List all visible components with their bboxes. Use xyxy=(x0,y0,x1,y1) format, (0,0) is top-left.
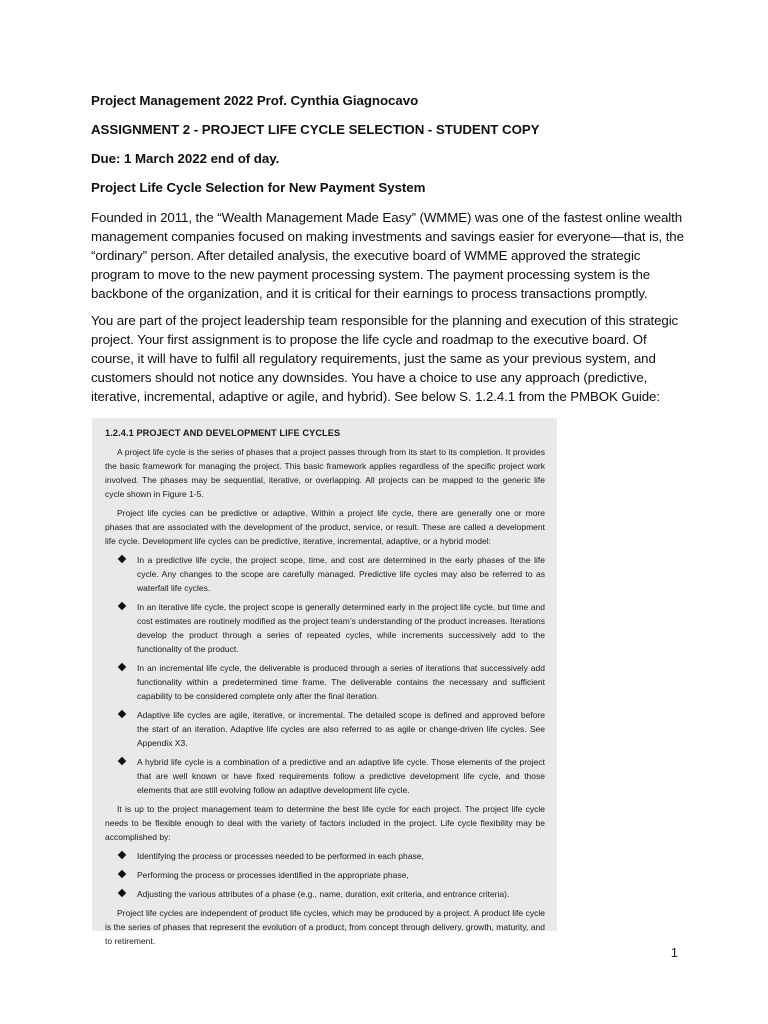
pmbok-excerpt-image xyxy=(92,418,557,946)
paragraph-company-background: Founded in 2011, the “Wealth Management Made Easy” (WMME) was one of the fastest online wealth management companies focused on making investments and savings easier for everyone—that is, the “ordinary” person. After detailed analysis, the executive board of WMME approved the strategic program to move to the new payment processing system. The payment processing system is the backbone of the organization, and it is critical for their earnings to process transactions promptly. xyxy=(91,210,684,301)
diamond-bullet-icon xyxy=(118,870,126,878)
list-item-text: In a predictive life cycle, the project scope, time, and cost are determined in the early phases of the life cycle. Any changes to the scope are carefully managed. Predictive life cycles may also be referred to as waterfall life cycles. xyxy=(137,555,545,593)
list-item xyxy=(105,755,545,797)
list-item xyxy=(105,600,545,656)
course-header: Project Management 2022 Prof. Cynthia Giagnocavo xyxy=(91,93,419,108)
diamond-bullet-icon xyxy=(118,663,126,671)
diamond-bullet-icon xyxy=(118,757,126,765)
section-title: Project Life Cycle Selection for New Payment System xyxy=(91,180,426,195)
list-item xyxy=(105,708,545,750)
list-item-text: Performing the process or processes identified in the appropriate phase, xyxy=(137,870,409,880)
list-item-text: Identifying the process or processes needed to be performed in each phase, xyxy=(137,851,424,861)
life-cycle-types-list xyxy=(105,553,545,797)
excerpt-title: 1.2.4.1 PROJECT AND DEVELOPMENT LIFE CYCLES xyxy=(105,428,341,438)
list-item-text: Adjusting the various attributes of a phase (e.g., name, duration, exit criteria, and entrance criteria). xyxy=(137,889,510,899)
diamond-bullet-icon xyxy=(118,710,126,718)
excerpt-paragraph: Project life cycles are independent of product life cycles, which may be produced by a project. A product life cycle is the series of phases that represent the evolution of a product, from concept through delivery, growth, maturity, and to retirement. xyxy=(105,908,545,946)
list-item xyxy=(105,661,545,703)
paragraph-assignment-task: You are part of the project leadership team responsible for the planning and execution of this strategic project. Your first assignment is to propose the life cycle and roadmap to the executive board. Of course, it will have to fulfil all regulatory requirements, just the same as your previous system, and customers should not notice any downsides. You have a choice to use any approach (predictive, iterative, incremental, adaptive or agile, and hybrid). See below S. 1.2.4.1 from the PMBOK Guide: xyxy=(91,313,679,404)
due-date: Due: 1 March 2022 end of day. xyxy=(91,151,280,166)
list-item xyxy=(105,553,545,595)
list-item-text: A hybrid life cycle is a combination of a predictive and an adaptive life cycle. Those elements of the project that are well known or have fixed requirements follow a predictive development life cycle, and those elements that are still evolving follow an adaptive development life cycle. xyxy=(137,757,545,795)
diamond-bullet-icon xyxy=(118,851,126,859)
list-item-text: Adaptive life cycles are agile, iterative, or incremental. The detailed scope is defined and approved before the start of an iteration. Adaptive life cycles are also referred to as agile or change-driven life cycles. See Appendix X3. xyxy=(137,710,545,748)
excerpt-paragraph: A project life cycle is the series of phases that a project passes through from its start to its completion. It provides the basic framework for managing the project. This basic framework applies regardless of the specific project work involved. The phases may be sequential, iterative, or overlapping. All projects can be mapped to the generic life cycle shown in Figure 1-5. xyxy=(105,447,545,499)
flexibility-list xyxy=(105,849,545,901)
list-item xyxy=(105,887,545,901)
list-item-text: In an iterative life cycle, the project scope is generally determined early in the project life cycle, but time and cost estimates are routinely modified as the project team’s understanding of the product increases. Iterations develop the product through a series of repeated cycles, while increments successively add to the functionality of the product. xyxy=(137,602,545,654)
list-item xyxy=(105,849,545,863)
document-body xyxy=(91,92,691,414)
diamond-bullet-icon xyxy=(118,555,126,563)
excerpt-paragraph: Project life cycles can be predictive or adaptive. Within a project life cycle, there are generally one or more phases that are associated with the development of the product, service, or result. These are called a development life cycle. Development life cycles can be predictive, iterative, incremental, adaptive, or a hybrid model: xyxy=(105,508,545,546)
diamond-bullet-icon xyxy=(118,889,126,897)
assignment-title: ASSIGNMENT 2 - PROJECT LIFE CYCLE SELECTION - STUDENT COPY xyxy=(91,122,540,137)
diamond-bullet-icon xyxy=(118,602,126,610)
excerpt-paragraph: It is up to the project management team to determine the best life cycle for each project. The project life cycle needs to be flexible enough to deal with the variety of factors included in the project. Life cycle flexibility may be accomplished by: xyxy=(105,804,545,842)
page-number: 1 xyxy=(670,945,678,960)
list-item-text: In an incremental life cycle, the deliverable is produced through a series of iterations that successively add functionality within a predetermined time frame. The deliverable contains the necessary and sufficient capability to be considered complete only after the final iteration. xyxy=(137,663,545,701)
list-item xyxy=(105,868,545,882)
